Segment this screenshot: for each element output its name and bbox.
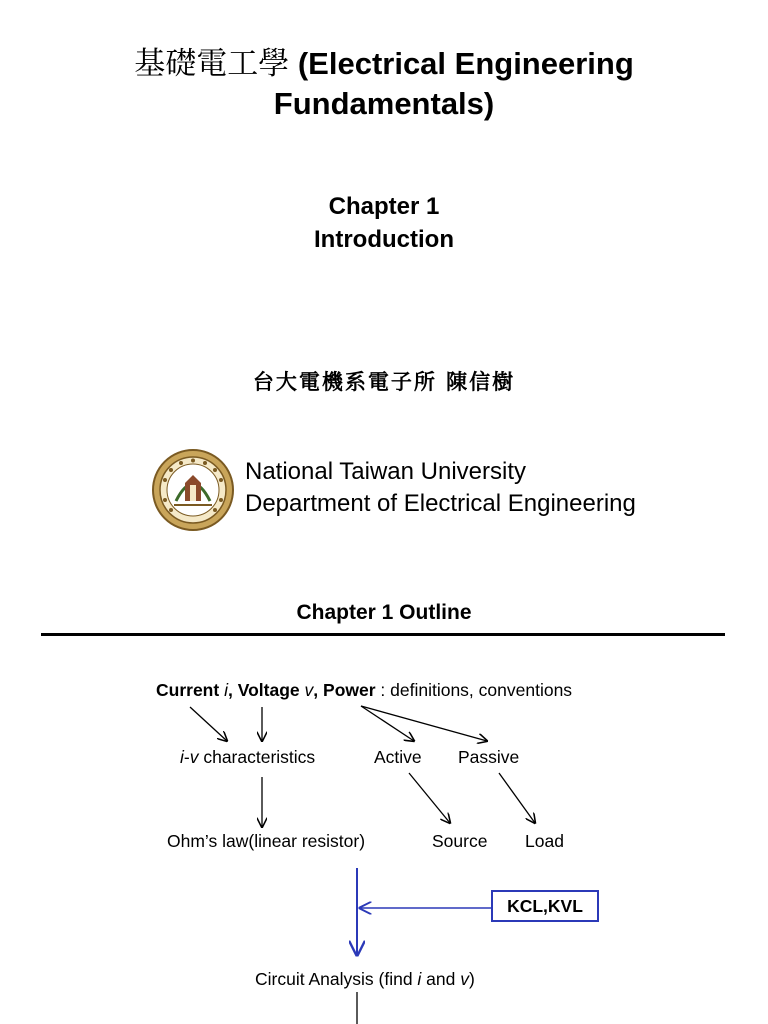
kcl-kvl-box: KCL,KVL xyxy=(491,890,599,922)
title-english-2: Fundamentals) xyxy=(273,86,495,121)
label-circuit-analysis: Circuit Analysis (find i and v) xyxy=(255,969,475,989)
outline-title: Chapter 1 Outline xyxy=(296,601,472,624)
title-cjk: 基礎電工學 xyxy=(134,46,290,82)
university-name: National Taiwan University xyxy=(245,458,527,485)
arrow-power-to-active xyxy=(361,706,414,741)
arrow-active-to-source xyxy=(409,773,450,823)
department-name: Department of Electrical Engineering xyxy=(245,490,636,517)
label-power: Power xyxy=(323,680,376,700)
outline-quantities: Current i, Voltage v, Power : definitions, conventions xyxy=(156,680,573,700)
label-definitions: : definitions, conventions xyxy=(375,680,573,700)
chapter-name: Introduction xyxy=(314,226,454,253)
symbol-i: i xyxy=(224,680,228,700)
label-current: Current xyxy=(156,680,220,700)
author-line: 台大電機系電子所 陳信樹 xyxy=(252,369,516,394)
label-iv-characteristics: i-v characteristics xyxy=(180,747,316,767)
arrow-current-to-iv xyxy=(190,707,227,741)
symbol-v: v xyxy=(304,680,314,700)
label-ohms-law: Ohm’s law(linear resistor) xyxy=(167,831,366,851)
arrow-passive-to-load xyxy=(499,773,535,823)
label-load: Load xyxy=(525,831,564,851)
label-passive: Passive xyxy=(458,747,520,767)
label-active: Active xyxy=(374,747,422,767)
chapter-number: Chapter 1 xyxy=(328,193,440,220)
label-source: Source xyxy=(432,831,488,851)
title-english-1: (Electrical Engineering xyxy=(297,46,634,81)
label-voltage: Voltage xyxy=(237,680,300,700)
arrow-power-to-passive xyxy=(361,706,487,741)
